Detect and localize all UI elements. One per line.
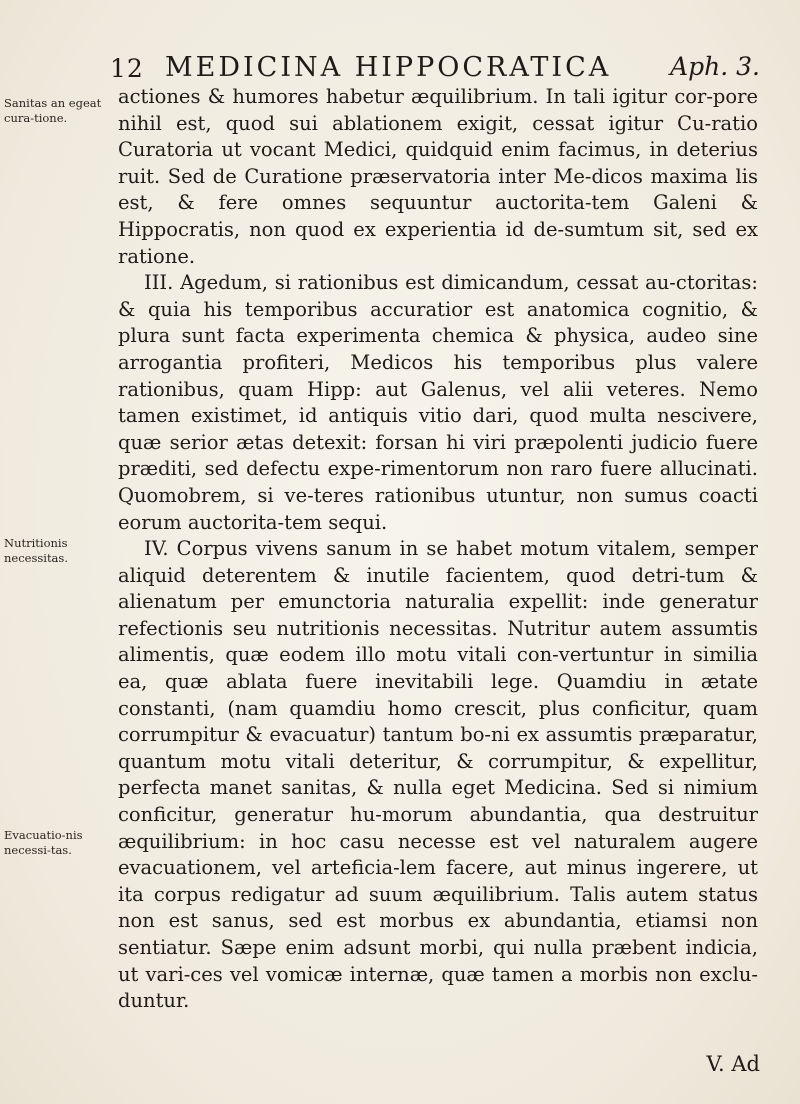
catchword: V. Ad (706, 1052, 760, 1076)
margin-note-evacuationis: Evacuatio-nis necessi-tas. (4, 828, 83, 857)
margin-note-sanitas: Sanitas an egeat cura-tione. (4, 96, 102, 125)
paragraph-iii: III. Agedum, si rationibus est dimicandum, cessat au-ctoritas: & quia his temporibus accuratior est anatomica cognitio, & plura sunt facta experimenta chemica & physica, audeo sine arrogantia profiteri, Medicos his temporibus plus valere rationibus, quam Hipp: aut Galenus, vel alii veteres. Nemo tamen existimet, id antiquis vitio dari, quod multa nescivere, quæ serior ætas detexit: forsan hi viri præpolenti judicio fuere præditi, sed defectu expe-rimentorum non raro fuere allucinati. Quomobrem, si ve-teres rationibus utuntur, non sumus coacti eorum auctorita-tem sequi. (118, 271, 758, 534)
margin-note-nutritionis: Nutritionis necessitas. (4, 536, 68, 565)
running-title: MEDICINA HIPPOCRATICA (165, 52, 612, 83)
paragraph-iv: IV. Corpus vivens sanum in se habet motum vitalem, semper aliquid deterentem & inutile facientem, quod detri-tum & alienatum per emunctoria naturalia expellit: inde generatur refectionis seu nutritionis necessitas. Nutritur autem assumtis alimentis, quæ eodem illo motu vitali con-vertuntur in similia ea, quæ ablata fuere inevitabili lege. Quamdiu in ætate constanti, (nam quamdiu homo crescit, plus conficitur, quam corrumpitur & evacuatur) tantum bo-ni ex assumtis præparatur, quantum motu vitali deteritur, & corrumpitur, & expellitur, perfecta manet sanitas, & nulla eget Medicina. Sed si nimium conficitur, generatur hu-morum abundantia, qua destruitur æquilibrium: in hoc casu necesse est vel naturalem augere evacuationem, vel arteficia-lem facere, aut minus ingerere, ut ita corpus redigatur ad suum æquilibrium. Talis autem status non est sanus, sed est morbus ex abundantia, etiamsi non sentiatur. Sæpe enim adsunt morbi, qui nulla præbent indicia, ut vari-ces vel vomicæ internæ, quæ tamen a morbis non exclu-duntur. (118, 537, 758, 1013)
body-text (118, 84, 758, 1015)
paragraph-continuation: actiones & humores habetur æquilibrium. In tali igitur cor-pore nihil est, quod sui ablationem exigit, cessat igitur Cu-ratio Curatoria ut vocant Medici, quidquid enim facimus, in deterius ruit. Sed de Curatione præservatoria inter Me-dicos maxima lis est, & fere omnes sequuntur auctorita-tem Galeni & Hippocratis, non quod ex experientia id de-sumtum sit, sed ex ratione. (118, 85, 758, 268)
section-reference: Aph. 3. (670, 52, 760, 81)
page-number: 12 (110, 54, 144, 83)
